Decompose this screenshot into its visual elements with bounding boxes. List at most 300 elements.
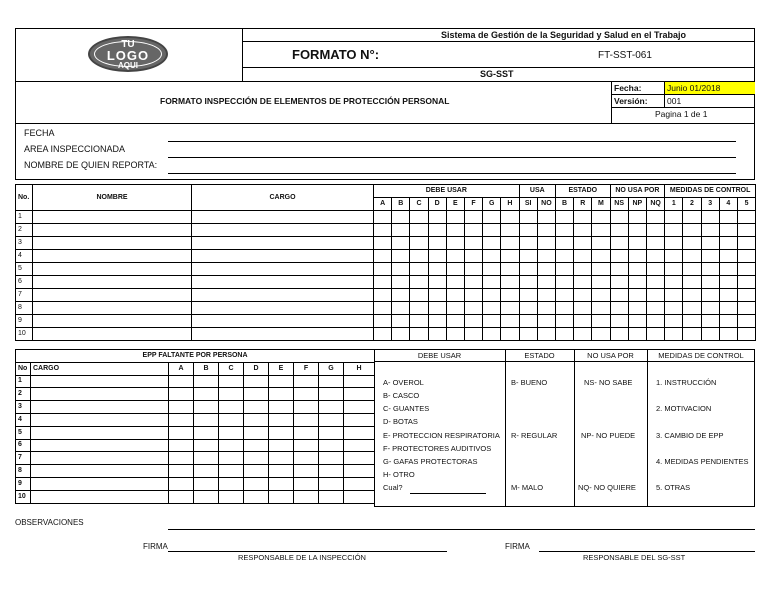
input-cell[interactable] xyxy=(665,315,683,328)
input-cell[interactable] xyxy=(446,250,464,263)
input-cell[interactable] xyxy=(737,237,755,250)
input-cell[interactable] xyxy=(628,276,646,289)
input-cell[interactable] xyxy=(33,263,192,276)
input-cell[interactable] xyxy=(428,237,446,250)
epp-input-cell[interactable] xyxy=(294,401,319,414)
input-cell[interactable] xyxy=(574,211,592,224)
input-cell[interactable] xyxy=(446,328,464,341)
input-cell[interactable] xyxy=(555,328,573,341)
input-cell[interactable] xyxy=(33,276,192,289)
epp-input-cell[interactable] xyxy=(319,477,344,490)
input-cell[interactable] xyxy=(701,276,719,289)
input-cell[interactable] xyxy=(33,224,192,237)
input-cell[interactable] xyxy=(628,315,646,328)
epp-input-cell[interactable] xyxy=(169,465,194,478)
input-cell[interactable] xyxy=(701,211,719,224)
input-cell[interactable] xyxy=(628,302,646,315)
epp-input-cell[interactable] xyxy=(319,452,344,465)
input-cell[interactable] xyxy=(192,302,374,315)
input-cell[interactable] xyxy=(501,289,519,302)
input-cell[interactable] xyxy=(410,302,428,315)
input-cell[interactable] xyxy=(592,263,610,276)
epp-input-cell[interactable] xyxy=(219,465,244,478)
input-cell[interactable] xyxy=(374,263,392,276)
input-cell[interactable] xyxy=(483,289,501,302)
input-cell[interactable] xyxy=(428,276,446,289)
input-cell[interactable] xyxy=(683,237,701,250)
input-cell[interactable] xyxy=(701,237,719,250)
epp-input-cell[interactable] xyxy=(294,465,319,478)
epp-input-cell[interactable] xyxy=(219,490,244,503)
input-cell[interactable] xyxy=(446,211,464,224)
input-cell[interactable] xyxy=(592,302,610,315)
epp-input-cell[interactable] xyxy=(194,490,219,503)
epp-input-cell[interactable] xyxy=(344,413,375,426)
input-cell[interactable] xyxy=(501,250,519,263)
epp-input-cell[interactable] xyxy=(31,413,169,426)
epp-input-cell[interactable] xyxy=(169,426,194,439)
epp-input-cell[interactable] xyxy=(194,401,219,414)
epp-input-cell[interactable] xyxy=(169,477,194,490)
epp-input-cell[interactable] xyxy=(269,465,294,478)
epp-input-cell[interactable] xyxy=(194,452,219,465)
input-cell[interactable] xyxy=(464,302,482,315)
input-cell[interactable] xyxy=(628,250,646,263)
epp-input-cell[interactable] xyxy=(344,426,375,439)
input-cell[interactable] xyxy=(446,315,464,328)
input-cell[interactable] xyxy=(737,302,755,315)
input-cell[interactable] xyxy=(701,289,719,302)
input-cell[interactable] xyxy=(555,302,573,315)
input-cell[interactable] xyxy=(483,315,501,328)
input-cell[interactable] xyxy=(428,263,446,276)
epp-input-cell[interactable] xyxy=(269,413,294,426)
input-cell[interactable] xyxy=(392,224,410,237)
input-cell[interactable] xyxy=(428,250,446,263)
input-cell[interactable] xyxy=(574,315,592,328)
input-cell[interactable] xyxy=(574,302,592,315)
input-cell[interactable] xyxy=(665,328,683,341)
input-cell[interactable] xyxy=(501,315,519,328)
epp-input-cell[interactable] xyxy=(319,375,344,388)
input-cell[interactable] xyxy=(483,211,501,224)
input-cell[interactable] xyxy=(537,237,555,250)
epp-input-cell[interactable] xyxy=(194,477,219,490)
input-cell[interactable] xyxy=(537,276,555,289)
epp-input-cell[interactable] xyxy=(244,401,269,414)
epp-input-cell[interactable] xyxy=(319,413,344,426)
input-cell[interactable] xyxy=(537,224,555,237)
input-cell[interactable] xyxy=(646,224,664,237)
epp-input-cell[interactable] xyxy=(244,452,269,465)
input-cell[interactable] xyxy=(701,302,719,315)
epp-input-cell[interactable] xyxy=(31,439,169,452)
input-cell[interactable] xyxy=(665,302,683,315)
epp-input-cell[interactable] xyxy=(244,388,269,401)
input-cell[interactable] xyxy=(683,302,701,315)
epp-input-cell[interactable] xyxy=(244,375,269,388)
input-cell[interactable] xyxy=(410,289,428,302)
input-cell[interactable] xyxy=(737,276,755,289)
input-cell[interactable] xyxy=(701,250,719,263)
input-cell[interactable] xyxy=(683,211,701,224)
input-cell[interactable] xyxy=(719,224,737,237)
epp-input-cell[interactable] xyxy=(194,413,219,426)
epp-input-cell[interactable] xyxy=(169,375,194,388)
input-cell[interactable] xyxy=(192,250,374,263)
input-cell[interactable] xyxy=(410,211,428,224)
input-cell[interactable] xyxy=(555,250,573,263)
input-cell[interactable] xyxy=(483,276,501,289)
epp-input-cell[interactable] xyxy=(31,375,169,388)
input-cell[interactable] xyxy=(483,328,501,341)
input-cell[interactable] xyxy=(610,315,628,328)
input-cell[interactable] xyxy=(610,302,628,315)
input-cell[interactable] xyxy=(374,315,392,328)
epp-input-cell[interactable] xyxy=(319,401,344,414)
input-cell[interactable] xyxy=(628,224,646,237)
input-cell[interactable] xyxy=(555,263,573,276)
input-cell[interactable] xyxy=(683,250,701,263)
epp-input-cell[interactable] xyxy=(269,426,294,439)
epp-input-cell[interactable] xyxy=(269,439,294,452)
input-cell[interactable] xyxy=(464,263,482,276)
input-cell[interactable] xyxy=(719,302,737,315)
input-cell[interactable] xyxy=(555,237,573,250)
input-cell[interactable] xyxy=(501,302,519,315)
input-cell[interactable] xyxy=(665,289,683,302)
input-cell[interactable] xyxy=(501,211,519,224)
input-cell[interactable] xyxy=(574,224,592,237)
input-cell[interactable] xyxy=(483,224,501,237)
input-cell[interactable] xyxy=(646,289,664,302)
input-cell[interactable] xyxy=(428,302,446,315)
input-cell[interactable] xyxy=(701,315,719,328)
input-cell[interactable] xyxy=(446,224,464,237)
input-cell[interactable] xyxy=(737,263,755,276)
input-cell[interactable] xyxy=(592,276,610,289)
epp-input-cell[interactable] xyxy=(344,388,375,401)
epp-input-cell[interactable] xyxy=(344,452,375,465)
epp-input-cell[interactable] xyxy=(344,439,375,452)
input-cell[interactable] xyxy=(519,250,537,263)
input-cell[interactable] xyxy=(610,263,628,276)
epp-input-cell[interactable] xyxy=(219,439,244,452)
input-cell[interactable] xyxy=(410,237,428,250)
epp-input-cell[interactable] xyxy=(294,490,319,503)
input-cell[interactable] xyxy=(537,302,555,315)
input-cell[interactable] xyxy=(574,237,592,250)
epp-input-cell[interactable] xyxy=(344,490,375,503)
legend-cual-line[interactable] xyxy=(410,493,486,494)
input-cell[interactable] xyxy=(737,224,755,237)
input-cell[interactable] xyxy=(719,328,737,341)
input-cell[interactable] xyxy=(192,328,374,341)
input-cell[interactable] xyxy=(392,211,410,224)
input-cell[interactable] xyxy=(192,315,374,328)
input-cell[interactable] xyxy=(610,328,628,341)
input-cell[interactable] xyxy=(428,315,446,328)
epp-input-cell[interactable] xyxy=(169,452,194,465)
info-area-line[interactable] xyxy=(168,157,736,158)
input-cell[interactable] xyxy=(519,211,537,224)
input-cell[interactable] xyxy=(737,315,755,328)
input-cell[interactable] xyxy=(33,289,192,302)
epp-input-cell[interactable] xyxy=(244,477,269,490)
epp-input-cell[interactable] xyxy=(31,465,169,478)
input-cell[interactable] xyxy=(665,250,683,263)
input-cell[interactable] xyxy=(392,302,410,315)
input-cell[interactable] xyxy=(501,237,519,250)
input-cell[interactable] xyxy=(428,211,446,224)
input-cell[interactable] xyxy=(483,302,501,315)
input-cell[interactable] xyxy=(410,250,428,263)
input-cell[interactable] xyxy=(610,289,628,302)
input-cell[interactable] xyxy=(592,224,610,237)
firma-2-line[interactable] xyxy=(539,551,755,552)
epp-input-cell[interactable] xyxy=(244,465,269,478)
input-cell[interactable] xyxy=(374,237,392,250)
input-cell[interactable] xyxy=(192,224,374,237)
input-cell[interactable] xyxy=(555,211,573,224)
input-cell[interactable] xyxy=(646,328,664,341)
input-cell[interactable] xyxy=(501,263,519,276)
input-cell[interactable] xyxy=(719,263,737,276)
input-cell[interactable] xyxy=(519,328,537,341)
input-cell[interactable] xyxy=(374,224,392,237)
input-cell[interactable] xyxy=(519,276,537,289)
epp-input-cell[interactable] xyxy=(31,426,169,439)
epp-input-cell[interactable] xyxy=(269,452,294,465)
input-cell[interactable] xyxy=(537,263,555,276)
input-cell[interactable] xyxy=(192,263,374,276)
input-cell[interactable] xyxy=(428,328,446,341)
input-cell[interactable] xyxy=(374,211,392,224)
epp-input-cell[interactable] xyxy=(219,388,244,401)
input-cell[interactable] xyxy=(464,237,482,250)
input-cell[interactable] xyxy=(392,289,410,302)
epp-input-cell[interactable] xyxy=(169,490,194,503)
epp-input-cell[interactable] xyxy=(31,388,169,401)
input-cell[interactable] xyxy=(374,289,392,302)
input-cell[interactable] xyxy=(192,276,374,289)
input-cell[interactable] xyxy=(33,237,192,250)
input-cell[interactable] xyxy=(646,263,664,276)
epp-input-cell[interactable] xyxy=(269,401,294,414)
input-cell[interactable] xyxy=(665,263,683,276)
input-cell[interactable] xyxy=(374,276,392,289)
input-cell[interactable] xyxy=(192,237,374,250)
epp-input-cell[interactable] xyxy=(294,413,319,426)
input-cell[interactable] xyxy=(464,289,482,302)
input-cell[interactable] xyxy=(719,211,737,224)
epp-input-cell[interactable] xyxy=(319,426,344,439)
epp-input-cell[interactable] xyxy=(219,375,244,388)
input-cell[interactable] xyxy=(374,250,392,263)
epp-input-cell[interactable] xyxy=(294,426,319,439)
input-cell[interactable] xyxy=(33,250,192,263)
input-cell[interactable] xyxy=(537,289,555,302)
input-cell[interactable] xyxy=(701,263,719,276)
input-cell[interactable] xyxy=(574,276,592,289)
input-cell[interactable] xyxy=(683,224,701,237)
input-cell[interactable] xyxy=(610,211,628,224)
epp-input-cell[interactable] xyxy=(169,439,194,452)
epp-input-cell[interactable] xyxy=(219,452,244,465)
epp-input-cell[interactable] xyxy=(319,465,344,478)
input-cell[interactable] xyxy=(519,289,537,302)
input-cell[interactable] xyxy=(483,250,501,263)
epp-input-cell[interactable] xyxy=(319,439,344,452)
epp-input-cell[interactable] xyxy=(294,477,319,490)
epp-input-cell[interactable] xyxy=(269,490,294,503)
input-cell[interactable] xyxy=(501,328,519,341)
input-cell[interactable] xyxy=(610,250,628,263)
input-cell[interactable] xyxy=(555,276,573,289)
epp-input-cell[interactable] xyxy=(294,439,319,452)
input-cell[interactable] xyxy=(446,276,464,289)
epp-input-cell[interactable] xyxy=(319,388,344,401)
input-cell[interactable] xyxy=(701,224,719,237)
epp-input-cell[interactable] xyxy=(194,375,219,388)
input-cell[interactable] xyxy=(737,211,755,224)
input-cell[interactable] xyxy=(646,237,664,250)
input-cell[interactable] xyxy=(719,237,737,250)
epp-input-cell[interactable] xyxy=(344,465,375,478)
epp-input-cell[interactable] xyxy=(344,401,375,414)
input-cell[interactable] xyxy=(519,237,537,250)
input-cell[interactable] xyxy=(519,302,537,315)
epp-input-cell[interactable] xyxy=(244,426,269,439)
input-cell[interactable] xyxy=(33,302,192,315)
input-cell[interactable] xyxy=(446,237,464,250)
input-cell[interactable] xyxy=(592,315,610,328)
input-cell[interactable] xyxy=(483,263,501,276)
input-cell[interactable] xyxy=(537,315,555,328)
input-cell[interactable] xyxy=(410,276,428,289)
observaciones-line[interactable] xyxy=(168,529,755,530)
epp-input-cell[interactable] xyxy=(294,452,319,465)
input-cell[interactable] xyxy=(555,315,573,328)
input-cell[interactable] xyxy=(555,289,573,302)
input-cell[interactable] xyxy=(665,211,683,224)
input-cell[interactable] xyxy=(683,276,701,289)
input-cell[interactable] xyxy=(592,328,610,341)
epp-input-cell[interactable] xyxy=(244,439,269,452)
input-cell[interactable] xyxy=(610,224,628,237)
epp-input-cell[interactable] xyxy=(269,477,294,490)
input-cell[interactable] xyxy=(464,276,482,289)
input-cell[interactable] xyxy=(719,276,737,289)
input-cell[interactable] xyxy=(392,315,410,328)
epp-input-cell[interactable] xyxy=(269,388,294,401)
epp-input-cell[interactable] xyxy=(194,426,219,439)
epp-input-cell[interactable] xyxy=(194,439,219,452)
epp-input-cell[interactable] xyxy=(31,477,169,490)
input-cell[interactable] xyxy=(501,224,519,237)
epp-input-cell[interactable] xyxy=(269,375,294,388)
epp-input-cell[interactable] xyxy=(344,375,375,388)
input-cell[interactable] xyxy=(719,250,737,263)
input-cell[interactable] xyxy=(537,328,555,341)
input-cell[interactable] xyxy=(464,211,482,224)
input-cell[interactable] xyxy=(592,289,610,302)
input-cell[interactable] xyxy=(392,263,410,276)
input-cell[interactable] xyxy=(646,211,664,224)
epp-input-cell[interactable] xyxy=(219,413,244,426)
input-cell[interactable] xyxy=(628,263,646,276)
epp-input-cell[interactable] xyxy=(244,490,269,503)
input-cell[interactable] xyxy=(410,315,428,328)
epp-input-cell[interactable] xyxy=(194,388,219,401)
input-cell[interactable] xyxy=(537,211,555,224)
epp-input-cell[interactable] xyxy=(319,490,344,503)
input-cell[interactable] xyxy=(410,328,428,341)
epp-input-cell[interactable] xyxy=(294,388,319,401)
input-cell[interactable] xyxy=(410,263,428,276)
input-cell[interactable] xyxy=(574,328,592,341)
epp-input-cell[interactable] xyxy=(344,477,375,490)
input-cell[interactable] xyxy=(392,328,410,341)
epp-input-cell[interactable] xyxy=(194,465,219,478)
input-cell[interactable] xyxy=(410,224,428,237)
input-cell[interactable] xyxy=(628,211,646,224)
input-cell[interactable] xyxy=(428,224,446,237)
input-cell[interactable] xyxy=(592,237,610,250)
input-cell[interactable] xyxy=(592,211,610,224)
input-cell[interactable] xyxy=(555,224,573,237)
input-cell[interactable] xyxy=(374,328,392,341)
input-cell[interactable] xyxy=(574,250,592,263)
input-cell[interactable] xyxy=(628,289,646,302)
input-cell[interactable] xyxy=(519,315,537,328)
epp-input-cell[interactable] xyxy=(219,401,244,414)
input-cell[interactable] xyxy=(665,224,683,237)
input-cell[interactable] xyxy=(683,328,701,341)
input-cell[interactable] xyxy=(737,250,755,263)
input-cell[interactable] xyxy=(737,328,755,341)
input-cell[interactable] xyxy=(628,237,646,250)
input-cell[interactable] xyxy=(646,315,664,328)
epp-input-cell[interactable] xyxy=(31,490,169,503)
input-cell[interactable] xyxy=(428,289,446,302)
input-cell[interactable] xyxy=(574,263,592,276)
input-cell[interactable] xyxy=(446,302,464,315)
input-cell[interactable] xyxy=(683,263,701,276)
input-cell[interactable] xyxy=(33,328,192,341)
epp-input-cell[interactable] xyxy=(219,477,244,490)
firma-1-line[interactable] xyxy=(168,551,447,552)
input-cell[interactable] xyxy=(446,263,464,276)
epp-input-cell[interactable] xyxy=(31,452,169,465)
epp-input-cell[interactable] xyxy=(294,375,319,388)
input-cell[interactable] xyxy=(392,250,410,263)
epp-input-cell[interactable] xyxy=(169,401,194,414)
input-cell[interactable] xyxy=(374,302,392,315)
input-cell[interactable] xyxy=(446,289,464,302)
epp-input-cell[interactable] xyxy=(169,413,194,426)
info-nombre-line[interactable] xyxy=(168,173,736,174)
input-cell[interactable] xyxy=(483,237,501,250)
input-cell[interactable] xyxy=(33,315,192,328)
input-cell[interactable] xyxy=(33,211,192,224)
input-cell[interactable] xyxy=(392,276,410,289)
input-cell[interactable] xyxy=(646,250,664,263)
epp-input-cell[interactable] xyxy=(169,388,194,401)
input-cell[interactable] xyxy=(464,315,482,328)
input-cell[interactable] xyxy=(574,289,592,302)
epp-input-cell[interactable] xyxy=(31,401,169,414)
